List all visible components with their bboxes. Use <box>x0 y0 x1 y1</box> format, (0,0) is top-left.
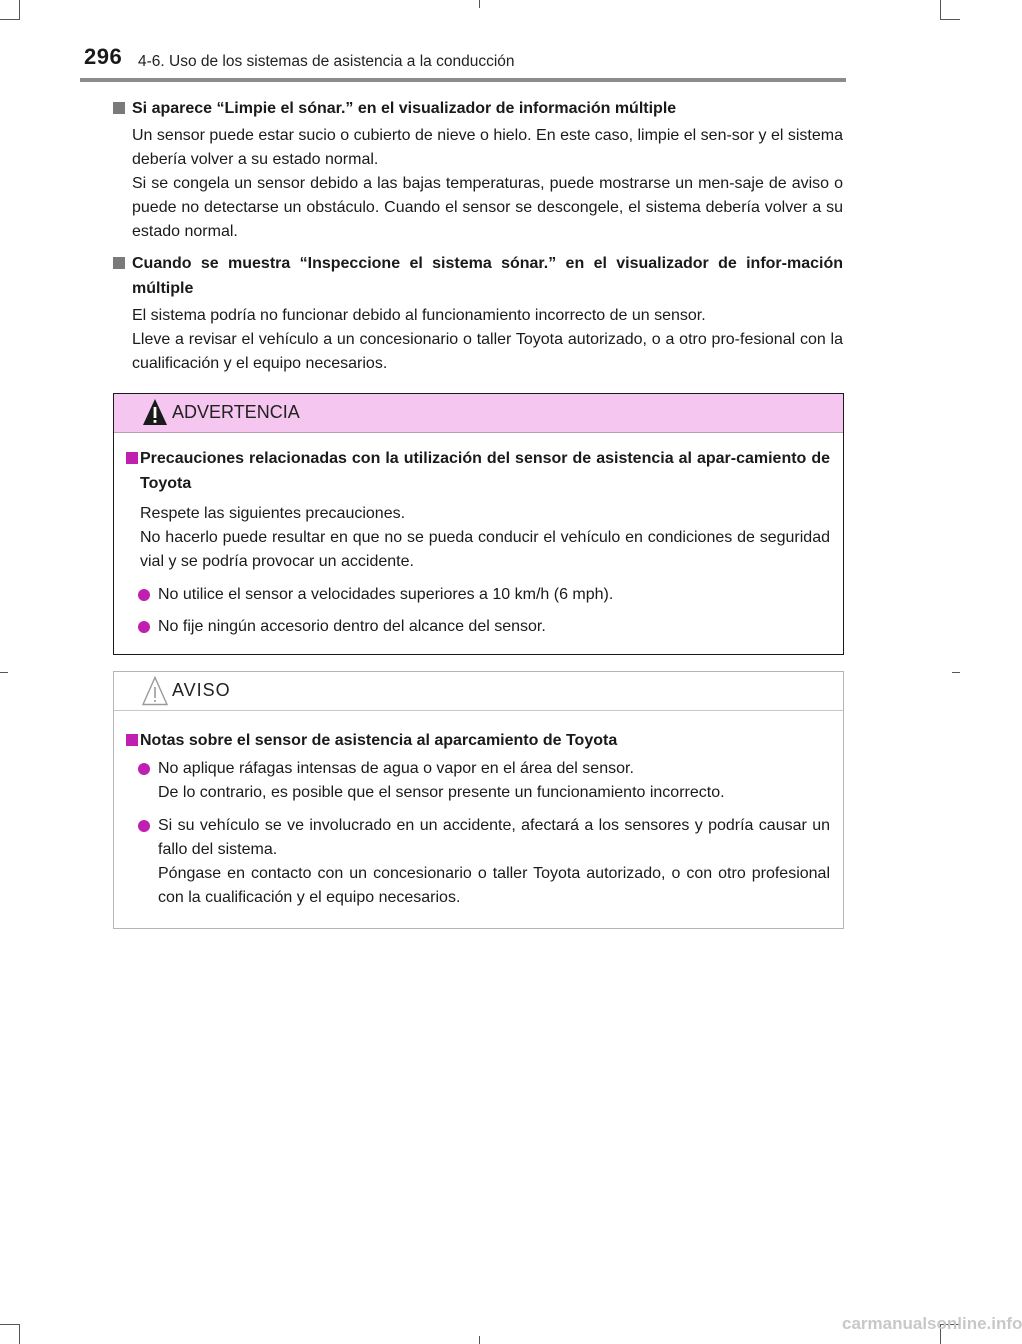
crop-mark <box>0 672 8 673</box>
section-body <box>132 304 843 376</box>
crop-mark <box>19 0 20 20</box>
header-rule <box>80 78 846 82</box>
page-number: 296 <box>84 44 123 69</box>
notice-body <box>126 728 830 910</box>
warning-label: ADVERTENCIA <box>172 402 300 422</box>
list-item: No fije ningún accesorio dentro del alcance del sensor. <box>126 615 830 639</box>
paragraph: Un sensor puede estar sucio o cubierto de nieve o hielo. En este caso, limpie el sen-sor y el sistema debería volver a su estado normal. <box>132 127 843 168</box>
warning-body <box>126 446 830 639</box>
bullet-dot-icon <box>138 621 150 633</box>
section-body <box>132 124 843 244</box>
crop-mark <box>0 1324 20 1325</box>
crop-mark <box>952 672 960 673</box>
crop-mark <box>479 0 480 8</box>
section-inspect-sonar <box>113 251 843 376</box>
notice-box <box>113 671 844 929</box>
square-bullet-icon <box>113 257 125 269</box>
paragraph: Respete las siguientes precauciones. <box>140 505 406 522</box>
warning-header <box>114 394 843 433</box>
bullet-dot-icon <box>138 589 150 601</box>
crop-mark <box>479 1336 480 1344</box>
paragraph: No hacerlo puede resultar en que no se pueda conducir el vehículo en condiciones de seguridad vial y se podría provocar un accidente. <box>140 529 830 570</box>
notice-heading: Notas sobre el sensor de asistencia al aparcamiento de Toyota <box>126 728 830 753</box>
watermark: carmanualsonline.info <box>842 1314 1022 1333</box>
paragraph: Lleve a revisar el vehículo a un concesionario o taller Toyota autorizado, o a otro pro-fesional con la cualificación y el equipo necesarios. <box>132 331 843 372</box>
list-item: No utilice el sensor a velocidades superiores a 10 km/h (6 mph). <box>126 583 830 607</box>
crop-mark <box>940 0 941 20</box>
paragraph: Si se congela un sensor debido a las bajas temperaturas, puede mostrarse un men-saje de aviso o puede no detectarse un obstáculo. Cuando el sensor se descongele, el sistema debería volver a su estado normal. <box>132 175 843 240</box>
section-title: 4-6. Uso de los sistemas de asistencia a la conducción <box>138 53 515 70</box>
bullet-dot-icon <box>138 763 150 775</box>
warning-text <box>140 502 830 574</box>
crop-mark <box>0 19 20 20</box>
list-item: Si su vehículo se ve involucrado en un accidente, afectará a los sensores y podría causar un fallo del sistema. Póngase en contacto con un concesionario o taller Toyota autorizado, o con otro profesional con la cualificación y el equipo necesarios. <box>126 814 830 910</box>
section-heading: Si aparece “Limpie el sónar.” en el visualizador de información múltiple <box>113 96 843 121</box>
paragraph: El sistema podría no funcionar debido al funcionamiento incorrecto de un sensor. <box>132 307 706 324</box>
section-clean-sonar <box>113 96 843 244</box>
square-bullet-icon <box>126 734 138 746</box>
square-bullet-icon <box>113 102 125 114</box>
crop-mark <box>19 1324 20 1344</box>
notice-label: AVISO <box>172 680 231 700</box>
square-bullet-icon <box>126 452 138 464</box>
caution-triangle-outline-icon <box>142 676 168 706</box>
notice-header <box>114 672 843 711</box>
warning-triangle-icon <box>142 398 168 426</box>
warning-heading: Precauciones relacionadas con la utilización del sensor de asistencia al apar-camiento de Toyota <box>126 446 830 496</box>
section-heading: Cuando se muestra “Inspeccione el sistema sónar.” en el visualizador de infor-mación múltiple <box>113 251 843 301</box>
list-item: No aplique ráfagas intensas de agua o vapor en el área del sensor. De lo contrario, es posible que el sensor presente un funcionamiento incorrecto. <box>126 757 830 805</box>
crop-mark <box>940 19 960 20</box>
warning-box <box>113 393 844 655</box>
bullet-dot-icon <box>138 820 150 832</box>
